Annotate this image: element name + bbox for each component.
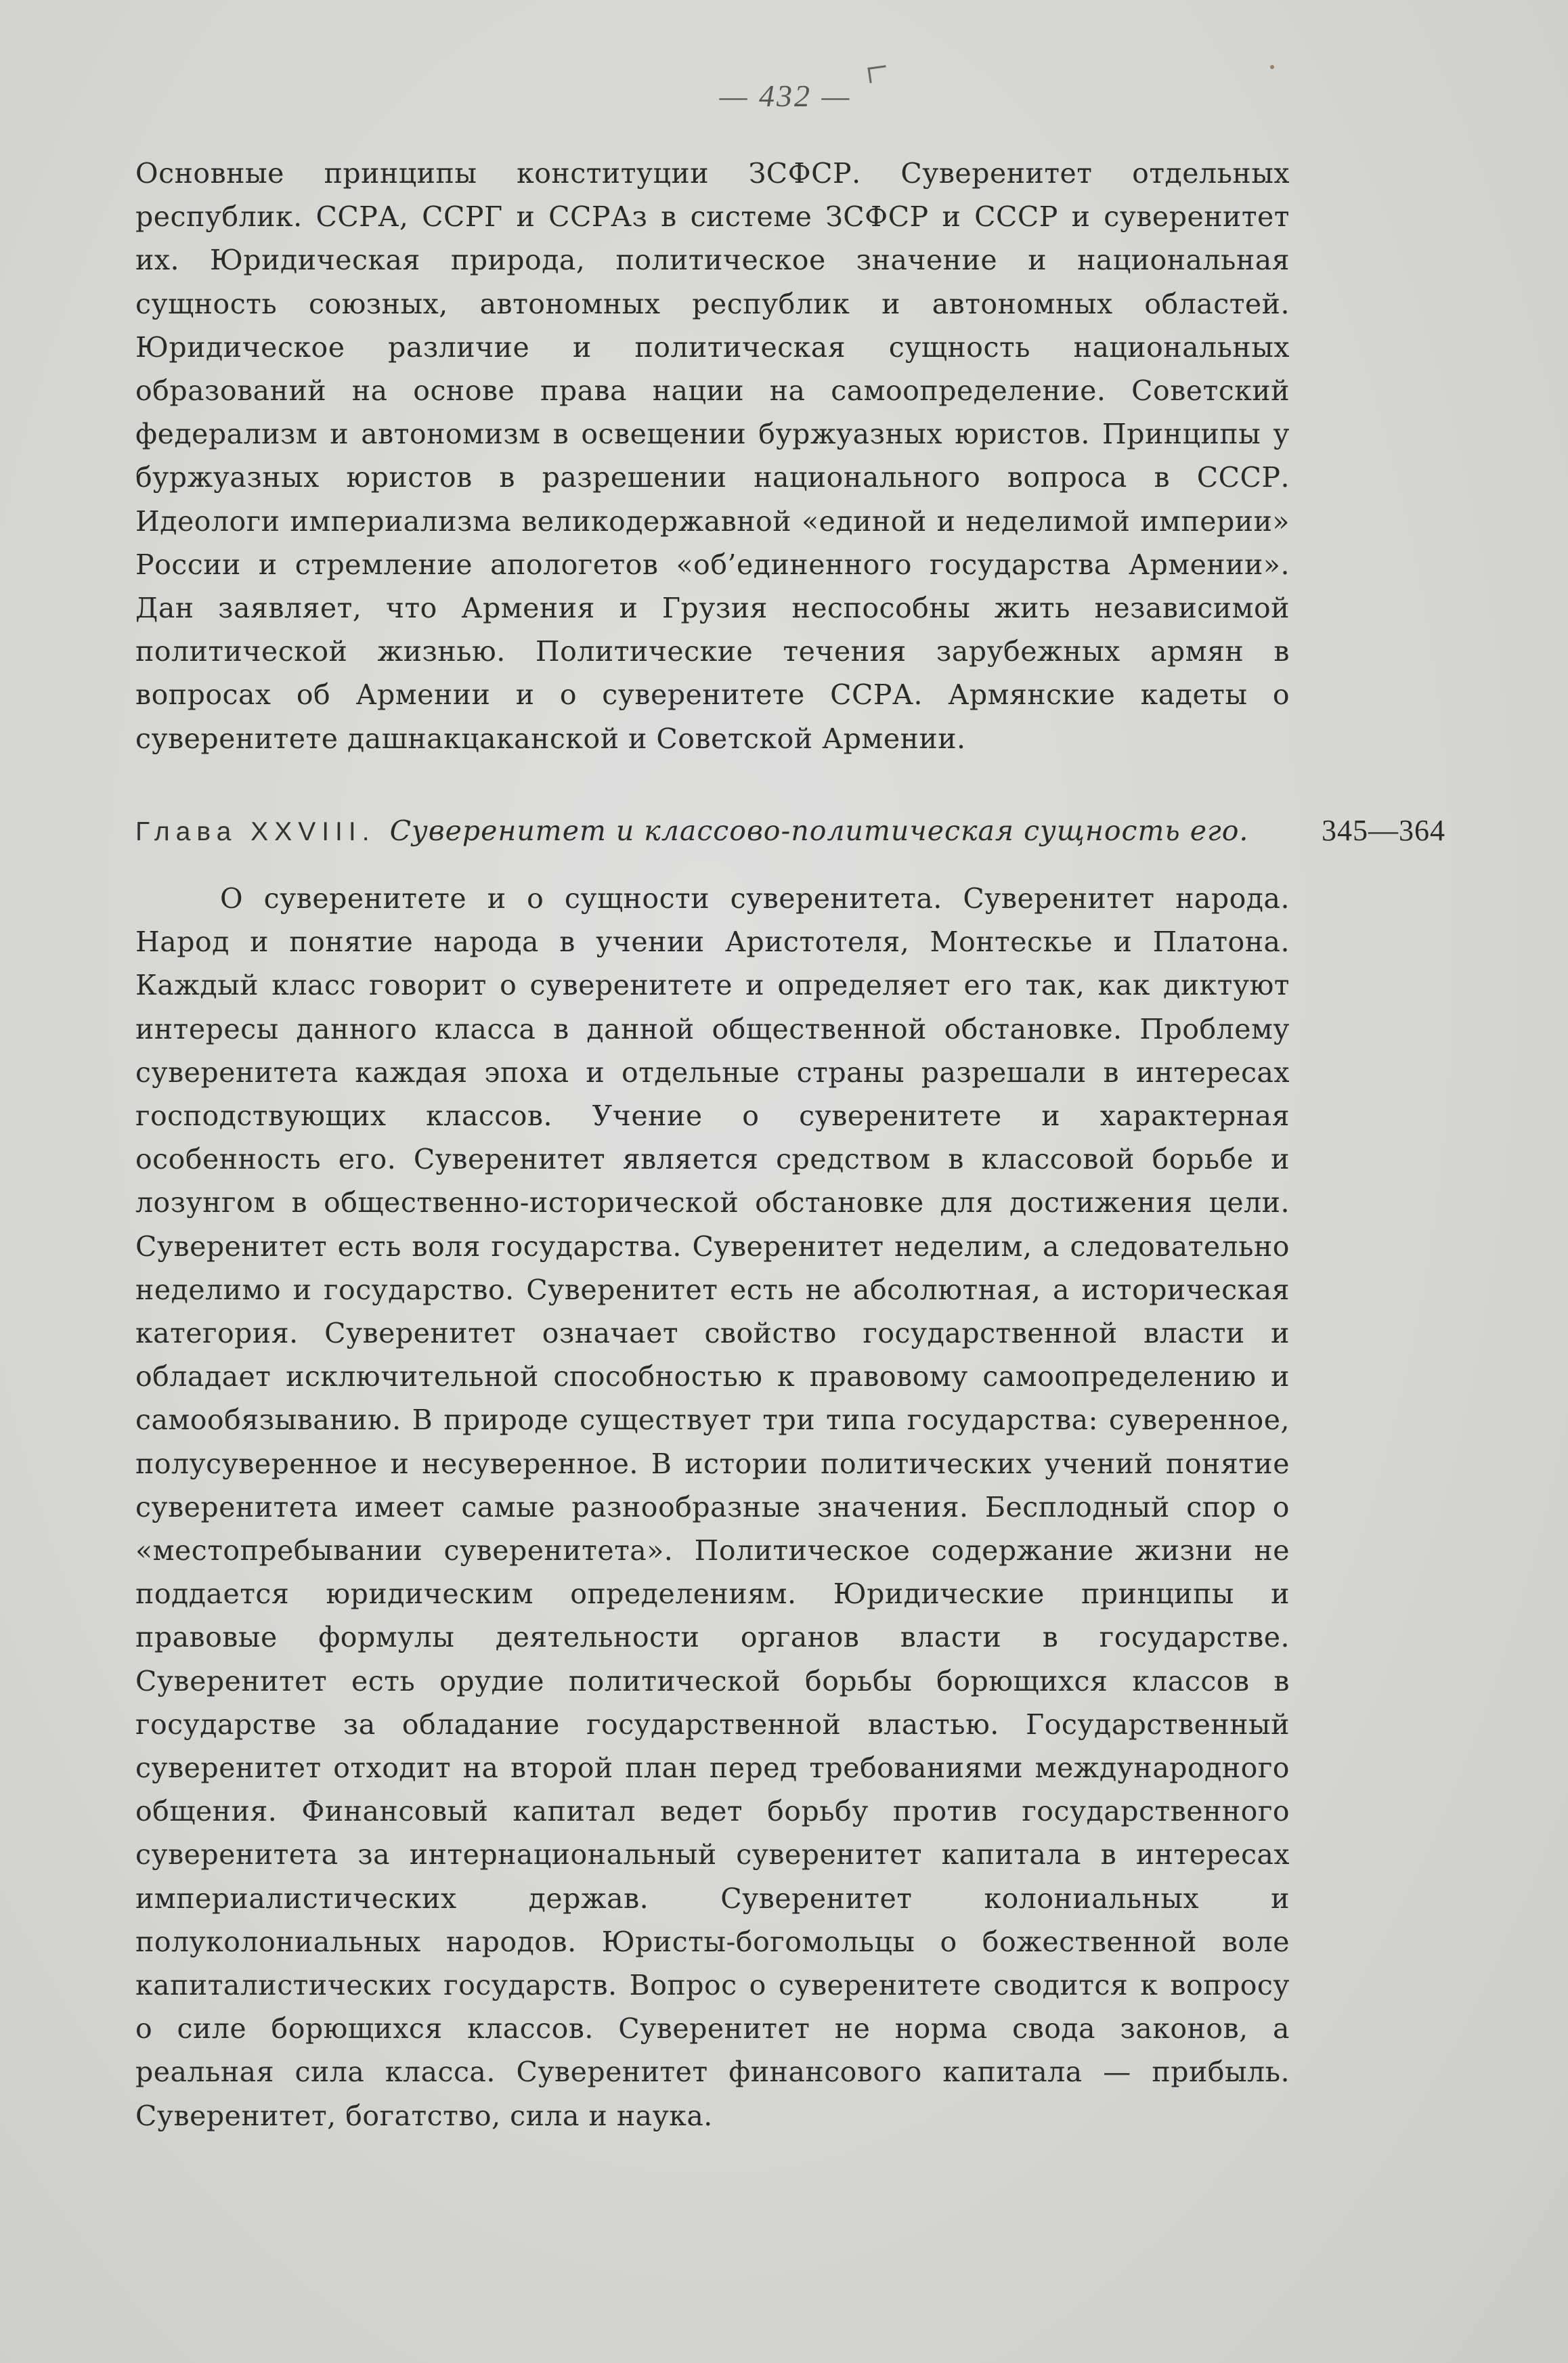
chapter-heading xyxy=(135,809,1445,857)
chapter-label: Глава XXVIII. xyxy=(135,817,376,846)
chapter-page-range: 345—364 xyxy=(1322,814,1445,847)
paper-speck xyxy=(1270,65,1274,69)
page-number: — 432 — xyxy=(719,79,852,113)
intro-paragraph: Основные принципы конституции ЗСФСР. Суверенитет отдельных республик. ССРА, ССРГ и ССРАз в системе ЗСФСР и СССР и суверенитет их. Юридическая природа, политическое значение и национальная сущность союзных, автономных республик и автономных областей. Юридическое различие и политическая сущность национальных образований на основе права нации на самоопределение. Советский федерализм и автономизм в освещении буржуазных юристов. Принципы у буржуазных юристов в разрешении национального вопроса в СССР. Идеологи империализма великодержавной «единой и неделимой империи» России и стремление апологетов «об’единенного государства Армении». Дан заявляет, что Армения и Грузия неспособны жить независимой политической жизнью. Политические течения зарубежных армян в вопросах об Армении и о суверенитете ССРА. Армянские кадеты о суверенитете дашнакцаканской и Советской Армении. xyxy=(135,157,1290,755)
chapter-summary-paragraph: О суверенитете и о сущности суверенитета. Суверенитет народа. Народ и понятие народа в учении Аристотеля, Монтескье и Платона. Каждый класс говорит о суверенитете и определяет его так, как диктуют интересы данного класса в данной общественной обстановке. Проблему суверенитета каждая эпоха и отдельные страны разрешали в интересах господствующих классов. Учение о суверенитете и характерная особенность его. Суверенитет является средством в классовой борьбе и лозунгом в общественно-исторической обстановке для достижения цели. Суверенитет есть воля государства. Суверенитет неделим, а следовательно неделимо и государство. Суверенитет есть не абсолютная, а историческая категория. Суверенитет означает свойство государственной власти и обладает исключительной способностью к правовому самоопределению и самообязыванию. В природе существует три типа государства: суверенное, полусуверенное и несуверенное. В истории политических учений понятие суверенитета имеет самые разнообразные значения. Бесплодный спор о «местопребывании суверенитета». Политическое содержание жизни не поддается юридическим определениям. Юридические принципы и правовые формулы деятельности органов власти в государстве. Суверенитет есть орудие политической борьбы борющихся классов в государстве за обладание государственной властью. Государственный суверенитет отходит на второй план перед требованиями международного общения. Финансовый капитал ведет борьбу против государственного суверенитета за интернациональный суверенитет капитала в интересах империалистических держав. Суверенитет колониальных и полуколониальных народов. Юристы-богомольцы о божественной воле капиталистических государств. Вопрос о суверенитете сводится к вопросу о силе борющихся классов. Суверенитет не норма свода законов, а реальная сила класса. Суверенитет финансового капитала — прибыль. Суверенитет, богатство, сила и наука. xyxy=(135,882,1290,2132)
chapter-title: Суверенитет и классово-политическая сущность его. xyxy=(389,815,1249,847)
